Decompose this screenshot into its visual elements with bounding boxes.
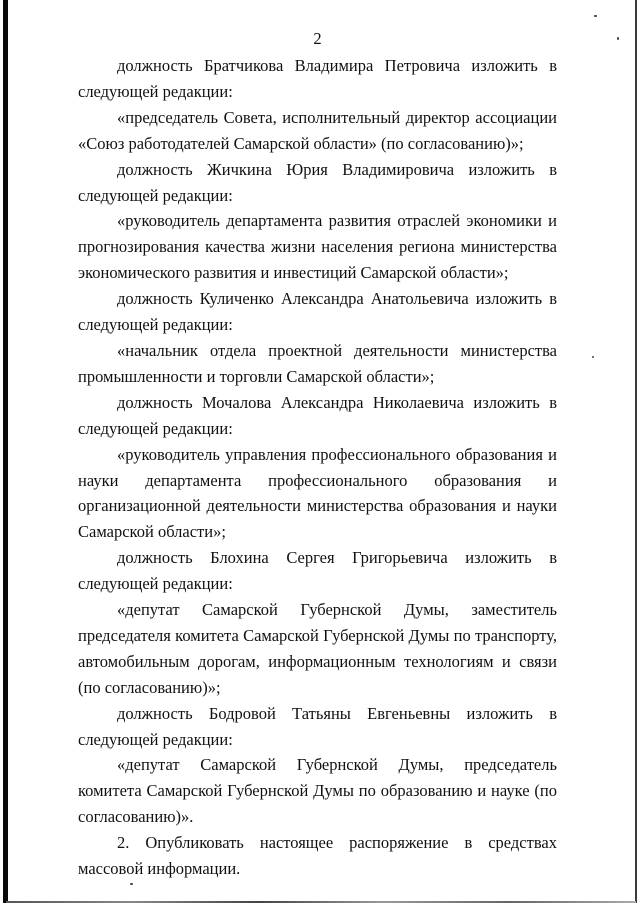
page-number: 2: [313, 29, 322, 48]
scan-speck: [592, 356, 594, 358]
paragraph-bodrova-position: должность Бодровой Татьяны Евгеньевны изложить в следующей редакции:: [78, 703, 557, 749]
scan-border-left: [3, 0, 8, 903]
scan-border-bottom: [6, 901, 636, 903]
paragraph-bratchikov-position: должность Братчикова Владимира Петровича изложить в следующей редакции:: [78, 56, 557, 101]
paragraph-zhichkin-new-title: «руководитель департамента развития отраслей экономики и прогнозирования качества жизни населения региона министерства экономического развития и инвестиций Самарской области»;: [78, 211, 557, 283]
paragraph-bratchikov-new-title: «председатель Совета, исполнительный директор ассоциации «Союз работодателей Самарской области» (по согласованию)»;: [78, 107, 557, 153]
scan-speck: [617, 37, 619, 40]
scan-border-right: [635, 0, 637, 903]
paragraph-kulichenko-new-title: «начальник отдела проектной деятельности министерства промышленности и торговли Самарской области»;: [78, 340, 557, 386]
paragraph-publication-clause: 2. Опубликовать настоящее распоряжение в средствах массовой информации.: [78, 833, 557, 879]
scan-speck: [594, 15, 597, 17]
scan-speck: [130, 883, 133, 885]
paragraph-blokhin-position: должность Блохина Сергея Григорьевича изложить в следующей редакции:: [78, 548, 557, 594]
paragraph-bodrova-new-title: «депутат Самарской Губернской Думы, председатель комитета Самарской Губернской Думы по образованию и науке (по согласованию)».: [78, 755, 557, 827]
paragraph-kulichenko-position: должность Куличенко Александра Анатольевича изложить в следующей редакции:: [78, 289, 557, 335]
paragraph-mochalov-position: должность Мочалова Александра Николаевича изложить в следующей редакции:: [78, 392, 557, 438]
paragraph-mochalov-new-title: «руководитель управления профессионального образования и науки департамента профессионального образования и организационной деятельности министерства образования и науки Самарской области»;: [78, 444, 557, 542]
paragraph-zhichkin-position: должность Жичкина Юрия Владимировича изложить в следующей редакции:: [78, 159, 557, 205]
document-body: [78, 53, 557, 882]
paragraph-blokhin-new-title: «депутат Самарской Губернской Думы, заместитель председателя комитета Самарской Губернской Думы по транспорту, автомобильным дорогам, информационным технологиям и связи (по согласованию)»;: [78, 600, 557, 697]
